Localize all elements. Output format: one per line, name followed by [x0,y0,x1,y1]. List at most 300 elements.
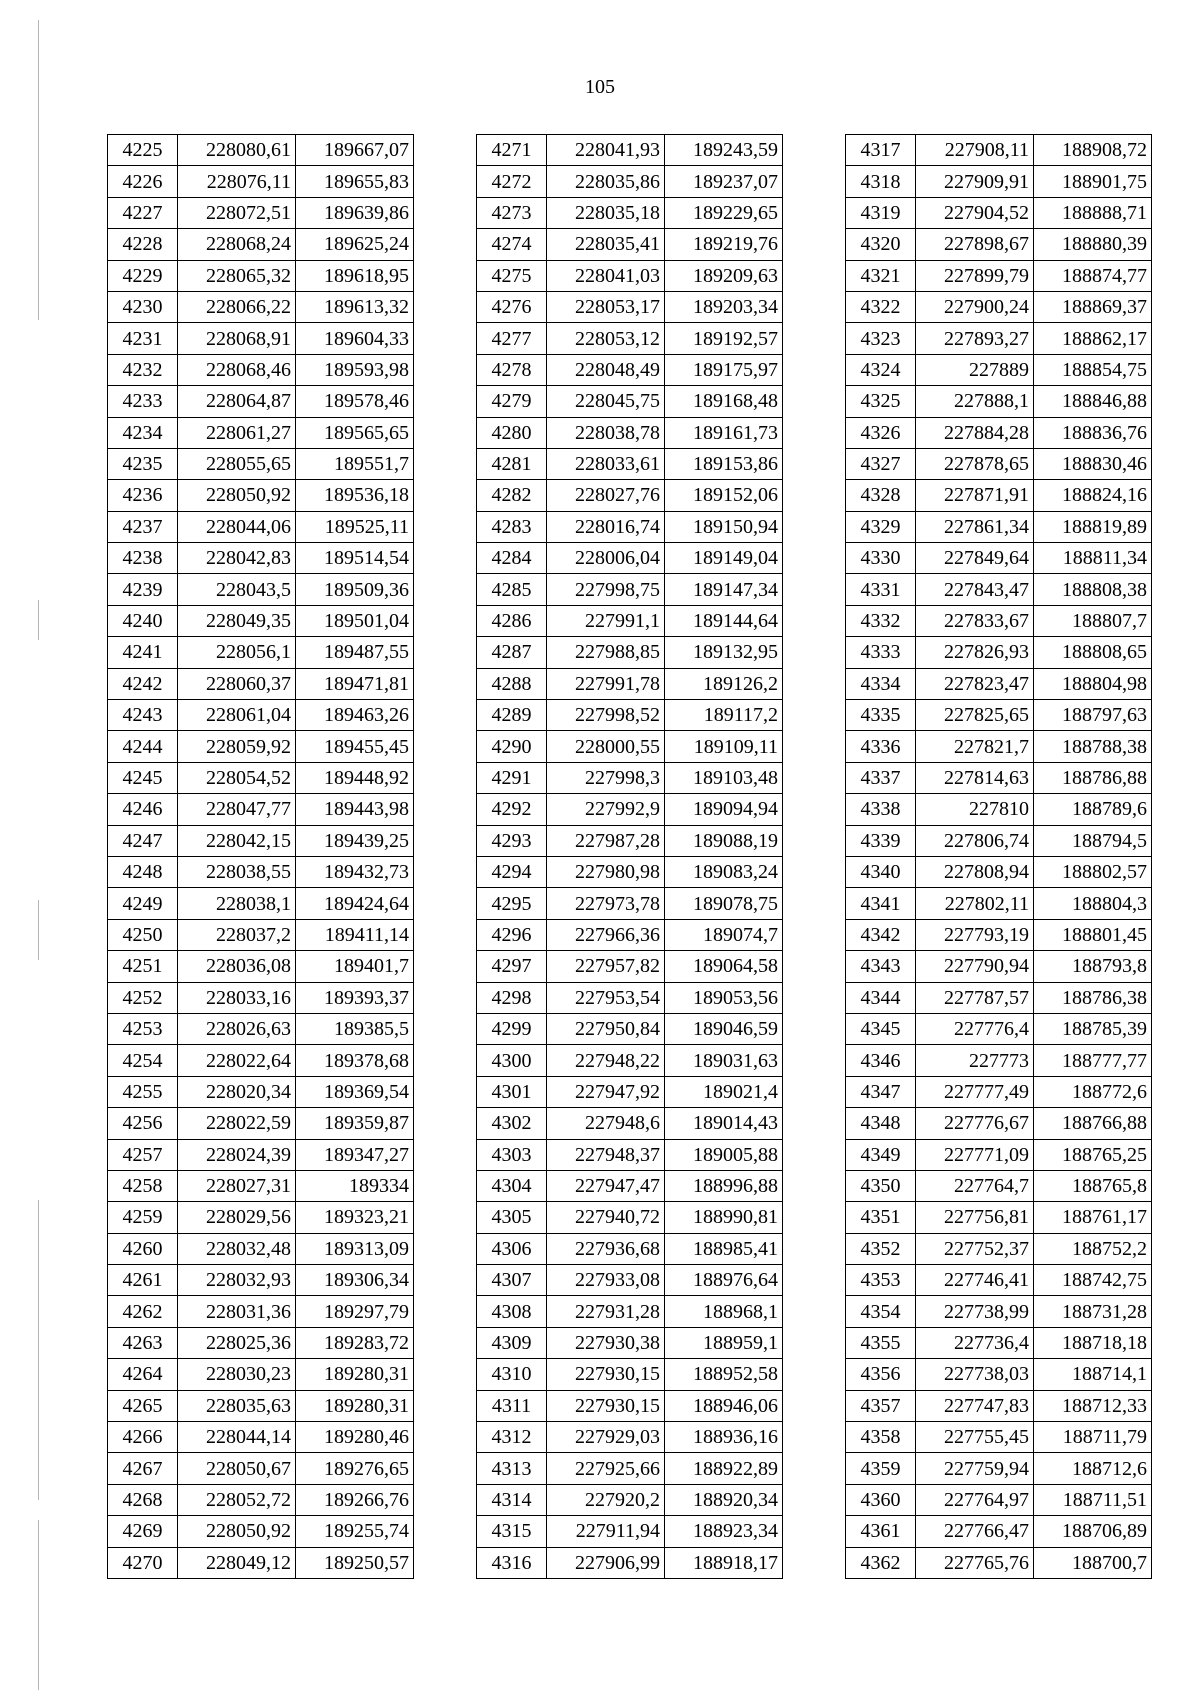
x-coordinate-cell: 228035,63 [178,1390,296,1421]
y-coordinate-cell: 188901,75 [1034,166,1152,197]
x-coordinate-cell: 227911,94 [547,1516,665,1547]
x-coordinate-cell: 227738,03 [916,1359,1034,1390]
point-number-cell: 4225 [108,135,178,166]
y-coordinate-cell: 188786,88 [1034,762,1152,793]
x-coordinate-cell: 228047,77 [178,794,296,825]
point-number-cell: 4267 [108,1453,178,1484]
table-row [108,1139,414,1170]
y-coordinate-cell: 189565,65 [296,417,414,448]
x-coordinate-cell: 227950,84 [547,1013,665,1044]
y-coordinate-cell: 189280,46 [296,1422,414,1453]
table-row [846,1327,1152,1358]
y-coordinate-cell: 189393,37 [296,982,414,1013]
table-row [477,543,783,574]
table-row [846,166,1152,197]
x-coordinate-cell: 228038,78 [547,417,665,448]
y-coordinate-cell: 188712,33 [1034,1390,1152,1421]
point-number-cell: 4311 [477,1390,547,1421]
y-coordinate-cell: 189276,65 [296,1453,414,1484]
x-coordinate-cell: 228045,75 [547,386,665,417]
table-row [477,1045,783,1076]
x-coordinate-cell: 227998,52 [547,700,665,731]
x-coordinate-cell: 228065,32 [178,260,296,291]
x-coordinate-cell: 228036,08 [178,951,296,982]
y-coordinate-cell: 189463,26 [296,700,414,731]
y-coordinate-cell: 189306,34 [296,1265,414,1296]
y-coordinate-cell: 188786,38 [1034,982,1152,1013]
table-row [108,888,414,919]
y-coordinate-cell: 189604,33 [296,323,414,354]
y-coordinate-cell: 188976,64 [665,1265,783,1296]
x-coordinate-cell: 228050,92 [178,480,296,511]
x-coordinate-cell: 228080,61 [178,135,296,166]
point-number-cell: 4305 [477,1202,547,1233]
table-row [477,354,783,385]
y-coordinate-cell: 189313,09 [296,1233,414,1264]
x-coordinate-cell: 228061,04 [178,700,296,731]
table-row [477,260,783,291]
x-coordinate-cell: 227900,24 [916,291,1034,322]
y-coordinate-cell: 189021,4 [665,1076,783,1107]
table-row [477,888,783,919]
table-row [846,1139,1152,1170]
point-number-cell: 4246 [108,794,178,825]
y-coordinate-cell: 189152,06 [665,480,783,511]
table-row [846,1422,1152,1453]
table-row [846,1453,1152,1484]
table-row [477,825,783,856]
y-coordinate-cell: 188862,17 [1034,323,1152,354]
point-number-cell: 4341 [846,888,916,919]
point-number-cell: 4270 [108,1547,178,1578]
point-number-cell: 4288 [477,668,547,699]
table-row [108,1547,414,1578]
y-coordinate-cell: 188714,1 [1034,1359,1152,1390]
x-coordinate-cell: 227988,85 [547,637,665,668]
point-number-cell: 4309 [477,1327,547,1358]
table-row [477,197,783,228]
y-coordinate-cell: 189147,34 [665,574,783,605]
table-row [477,637,783,668]
x-coordinate-cell: 227776,4 [916,1013,1034,1044]
x-coordinate-cell: 228068,46 [178,354,296,385]
x-coordinate-cell: 227787,57 [916,982,1034,1013]
table-row [846,229,1152,260]
y-coordinate-cell: 189525,11 [296,511,414,542]
y-coordinate-cell: 189369,54 [296,1076,414,1107]
point-number-cell: 4244 [108,731,178,762]
y-coordinate-cell: 189439,25 [296,825,414,856]
x-coordinate-cell: 228059,92 [178,731,296,762]
table-row [477,135,783,166]
x-coordinate-cell: 228033,61 [547,448,665,479]
table-row [108,1233,414,1264]
point-number-cell: 4269 [108,1516,178,1547]
y-coordinate-cell: 188880,39 [1034,229,1152,260]
x-coordinate-cell: 228020,34 [178,1076,296,1107]
y-coordinate-cell: 189266,76 [296,1484,414,1515]
x-coordinate-cell: 227814,63 [916,762,1034,793]
y-coordinate-cell: 188922,89 [665,1453,783,1484]
x-coordinate-cell: 228035,18 [547,197,665,228]
x-coordinate-cell: 227861,34 [916,511,1034,542]
point-number-cell: 4289 [477,700,547,731]
table-row [477,951,783,982]
point-number-cell: 4265 [108,1390,178,1421]
y-coordinate-cell: 189109,11 [665,731,783,762]
x-coordinate-cell: 227833,67 [916,605,1034,636]
x-coordinate-cell: 228060,37 [178,668,296,699]
x-coordinate-cell: 228032,48 [178,1233,296,1264]
point-number-cell: 4348 [846,1108,916,1139]
table-row [477,1139,783,1170]
y-coordinate-cell: 189625,24 [296,229,414,260]
point-number-cell: 4228 [108,229,178,260]
y-coordinate-cell: 188936,16 [665,1422,783,1453]
y-coordinate-cell: 189053,56 [665,982,783,1013]
point-number-cell: 4298 [477,982,547,1013]
x-coordinate-cell: 227991,1 [547,605,665,636]
point-number-cell: 4327 [846,448,916,479]
x-coordinate-cell: 227764,97 [916,1484,1034,1515]
table-row [477,1359,783,1390]
y-coordinate-cell: 188830,46 [1034,448,1152,479]
point-number-cell: 4319 [846,197,916,228]
x-coordinate-cell: 227940,72 [547,1202,665,1233]
x-coordinate-cell: 228032,93 [178,1265,296,1296]
table-row [108,794,414,825]
x-coordinate-cell: 227871,91 [916,480,1034,511]
table-row [108,1170,414,1201]
point-number-cell: 4237 [108,511,178,542]
y-coordinate-cell: 188788,38 [1034,731,1152,762]
point-number-cell: 4230 [108,291,178,322]
y-coordinate-cell: 189551,7 [296,448,414,479]
table-row [108,825,414,856]
y-coordinate-cell: 189455,45 [296,731,414,762]
point-number-cell: 4356 [846,1359,916,1390]
x-coordinate-cell: 227777,49 [916,1076,1034,1107]
table-row [846,323,1152,354]
point-number-cell: 4255 [108,1076,178,1107]
y-coordinate-cell: 189250,57 [296,1547,414,1578]
point-number-cell: 4264 [108,1359,178,1390]
y-coordinate-cell: 189280,31 [296,1390,414,1421]
table-row [108,1453,414,1484]
scan-edge-line [38,1520,39,1690]
x-coordinate-cell: 227878,65 [916,448,1034,479]
y-coordinate-cell: 189209,63 [665,260,783,291]
table-row [477,386,783,417]
x-coordinate-cell: 227899,79 [916,260,1034,291]
point-number-cell: 4247 [108,825,178,856]
point-number-cell: 4333 [846,637,916,668]
x-coordinate-cell: 227947,92 [547,1076,665,1107]
x-coordinate-cell: 227826,93 [916,637,1034,668]
table-row [108,1265,414,1296]
table-row [846,1233,1152,1264]
table-row [846,511,1152,542]
y-coordinate-cell: 188946,06 [665,1390,783,1421]
point-number-cell: 4322 [846,291,916,322]
point-number-cell: 4253 [108,1013,178,1044]
table-row [477,511,783,542]
y-coordinate-cell: 189094,94 [665,794,783,825]
x-coordinate-cell: 227825,65 [916,700,1034,731]
x-coordinate-cell: 228016,74 [547,511,665,542]
table-row [108,229,414,260]
table-row [846,951,1152,982]
point-number-cell: 4351 [846,1202,916,1233]
y-coordinate-cell: 189432,73 [296,856,414,887]
table-row [477,574,783,605]
y-coordinate-cell: 189144,64 [665,605,783,636]
table-row [477,1170,783,1201]
x-coordinate-cell: 227823,47 [916,668,1034,699]
point-number-cell: 4354 [846,1296,916,1327]
point-number-cell: 4260 [108,1233,178,1264]
y-coordinate-cell: 188706,89 [1034,1516,1152,1547]
y-coordinate-cell: 188819,89 [1034,511,1152,542]
table-row [846,605,1152,636]
y-coordinate-cell: 189280,31 [296,1359,414,1390]
point-number-cell: 4292 [477,794,547,825]
point-number-cell: 4294 [477,856,547,887]
table-row [846,1108,1152,1139]
x-coordinate-cell: 227933,08 [547,1265,665,1296]
y-coordinate-cell: 189613,32 [296,291,414,322]
y-coordinate-cell: 188777,77 [1034,1045,1152,1076]
table-row [108,762,414,793]
y-coordinate-cell: 189078,75 [665,888,783,919]
y-coordinate-cell: 189126,2 [665,668,783,699]
table-row [108,448,414,479]
point-number-cell: 4362 [846,1547,916,1578]
x-coordinate-cell: 227998,75 [547,574,665,605]
table-row [108,1390,414,1421]
y-coordinate-cell: 188874,77 [1034,260,1152,291]
y-coordinate-cell: 188811,34 [1034,543,1152,574]
point-number-cell: 4299 [477,1013,547,1044]
point-number-cell: 4314 [477,1484,547,1515]
x-coordinate-cell: 228068,91 [178,323,296,354]
coordinate-table-3 [845,134,1152,1579]
table-row [108,1422,414,1453]
x-coordinate-cell: 227920,2 [547,1484,665,1515]
table-row [108,1359,414,1390]
table-row [477,919,783,950]
y-coordinate-cell: 188985,41 [665,1233,783,1264]
table-row [477,1390,783,1421]
table-row [477,1296,783,1327]
point-number-cell: 4275 [477,260,547,291]
x-coordinate-cell: 228044,06 [178,511,296,542]
y-coordinate-cell: 188761,17 [1034,1202,1152,1233]
y-coordinate-cell: 189014,43 [665,1108,783,1139]
x-coordinate-cell: 227888,1 [916,386,1034,417]
point-number-cell: 4307 [477,1265,547,1296]
x-coordinate-cell: 227893,27 [916,323,1034,354]
table-row [846,1516,1152,1547]
x-coordinate-cell: 228050,92 [178,1516,296,1547]
y-coordinate-cell: 189203,34 [665,291,783,322]
point-number-cell: 4284 [477,543,547,574]
y-coordinate-cell: 188908,72 [1034,135,1152,166]
y-coordinate-cell: 188804,3 [1034,888,1152,919]
point-number-cell: 4342 [846,919,916,950]
point-number-cell: 4329 [846,511,916,542]
table-row [108,982,414,1013]
table-row [846,637,1152,668]
x-coordinate-cell: 228068,24 [178,229,296,260]
table-row [846,825,1152,856]
x-coordinate-cell: 227843,47 [916,574,1034,605]
point-number-cell: 4272 [477,166,547,197]
point-number-cell: 4308 [477,1296,547,1327]
point-number-cell: 4232 [108,354,178,385]
x-coordinate-cell: 228022,64 [178,1045,296,1076]
point-number-cell: 4300 [477,1045,547,1076]
point-number-cell: 4360 [846,1484,916,1515]
table-row [477,1327,783,1358]
table-row [846,982,1152,1013]
point-number-cell: 4325 [846,386,916,417]
y-coordinate-cell: 188968,1 [665,1296,783,1327]
x-coordinate-cell: 228030,23 [178,1359,296,1390]
table-row [108,919,414,950]
x-coordinate-cell: 228050,67 [178,1453,296,1484]
point-number-cell: 4337 [846,762,916,793]
point-number-cell: 4268 [108,1484,178,1515]
point-number-cell: 4317 [846,135,916,166]
y-coordinate-cell: 189448,92 [296,762,414,793]
page-number: 105 [585,76,615,98]
y-coordinate-cell: 189378,68 [296,1045,414,1076]
point-number-cell: 4257 [108,1139,178,1170]
x-coordinate-cell: 227930,15 [547,1390,665,1421]
table-row [108,1045,414,1076]
point-number-cell: 4297 [477,951,547,982]
y-coordinate-cell: 188793,8 [1034,951,1152,982]
y-coordinate-cell: 189283,72 [296,1327,414,1358]
y-coordinate-cell: 189161,73 [665,417,783,448]
y-coordinate-cell: 189334 [296,1170,414,1201]
point-number-cell: 4347 [846,1076,916,1107]
table-row [846,354,1152,385]
y-coordinate-cell: 188996,88 [665,1170,783,1201]
table-row [108,856,414,887]
point-number-cell: 4336 [846,731,916,762]
table-row [108,386,414,417]
y-coordinate-cell: 188731,28 [1034,1296,1152,1327]
table-row [846,386,1152,417]
x-coordinate-cell: 227909,91 [916,166,1034,197]
x-coordinate-cell: 228042,15 [178,825,296,856]
point-number-cell: 4320 [846,229,916,260]
point-number-cell: 4344 [846,982,916,1013]
y-coordinate-cell: 189639,86 [296,197,414,228]
y-coordinate-cell: 188959,1 [665,1327,783,1358]
x-coordinate-cell: 227953,54 [547,982,665,1013]
x-coordinate-cell: 227821,7 [916,731,1034,762]
point-number-cell: 4287 [477,637,547,668]
table-row [846,1296,1152,1327]
point-number-cell: 4251 [108,951,178,982]
point-number-cell: 4335 [846,700,916,731]
x-coordinate-cell: 228037,2 [178,919,296,950]
x-coordinate-cell: 228053,17 [547,291,665,322]
point-number-cell: 4278 [477,354,547,385]
table-row [477,229,783,260]
x-coordinate-cell: 227998,3 [547,762,665,793]
table-row [477,166,783,197]
y-coordinate-cell: 188794,5 [1034,825,1152,856]
table-row [846,543,1152,574]
x-coordinate-cell: 228027,76 [547,480,665,511]
point-number-cell: 4321 [846,260,916,291]
point-number-cell: 4271 [477,135,547,166]
table-row [846,135,1152,166]
y-coordinate-cell: 188718,18 [1034,1327,1152,1358]
y-coordinate-cell: 189219,76 [665,229,783,260]
table-row [477,982,783,1013]
y-coordinate-cell: 189323,21 [296,1202,414,1233]
table-row [108,135,414,166]
point-number-cell: 4242 [108,668,178,699]
y-coordinate-cell: 188711,51 [1034,1484,1152,1515]
table-row [108,480,414,511]
x-coordinate-cell: 228006,04 [547,543,665,574]
y-coordinate-cell: 188920,34 [665,1484,783,1515]
y-coordinate-cell: 189487,55 [296,637,414,668]
y-coordinate-cell: 189536,18 [296,480,414,511]
point-number-cell: 4340 [846,856,916,887]
table-row [477,417,783,448]
table-row [846,700,1152,731]
point-number-cell: 4315 [477,1516,547,1547]
table-row [846,417,1152,448]
y-coordinate-cell: 189514,54 [296,543,414,574]
y-coordinate-cell: 189667,07 [296,135,414,166]
point-number-cell: 4226 [108,166,178,197]
x-coordinate-cell: 227810 [916,794,1034,825]
table-row [477,291,783,322]
point-number-cell: 4263 [108,1327,178,1358]
point-number-cell: 4303 [477,1139,547,1170]
point-number-cell: 4227 [108,197,178,228]
x-coordinate-cell: 228061,27 [178,417,296,448]
table-row [846,762,1152,793]
x-coordinate-cell: 227991,78 [547,668,665,699]
x-coordinate-cell: 228041,03 [547,260,665,291]
table-row [108,1296,414,1327]
point-number-cell: 4346 [846,1045,916,1076]
table-row [108,668,414,699]
point-number-cell: 4281 [477,448,547,479]
y-coordinate-cell: 189192,57 [665,323,783,354]
y-coordinate-cell: 188785,39 [1034,1013,1152,1044]
y-coordinate-cell: 189074,7 [665,919,783,950]
y-coordinate-cell: 188952,58 [665,1359,783,1390]
point-number-cell: 4330 [846,543,916,574]
point-number-cell: 4259 [108,1202,178,1233]
y-coordinate-cell: 189655,83 [296,166,414,197]
x-coordinate-cell: 227931,28 [547,1296,665,1327]
x-coordinate-cell: 227992,9 [547,794,665,825]
x-coordinate-cell: 227759,94 [916,1453,1034,1484]
x-coordinate-cell: 228076,11 [178,166,296,197]
table-row [477,1233,783,1264]
